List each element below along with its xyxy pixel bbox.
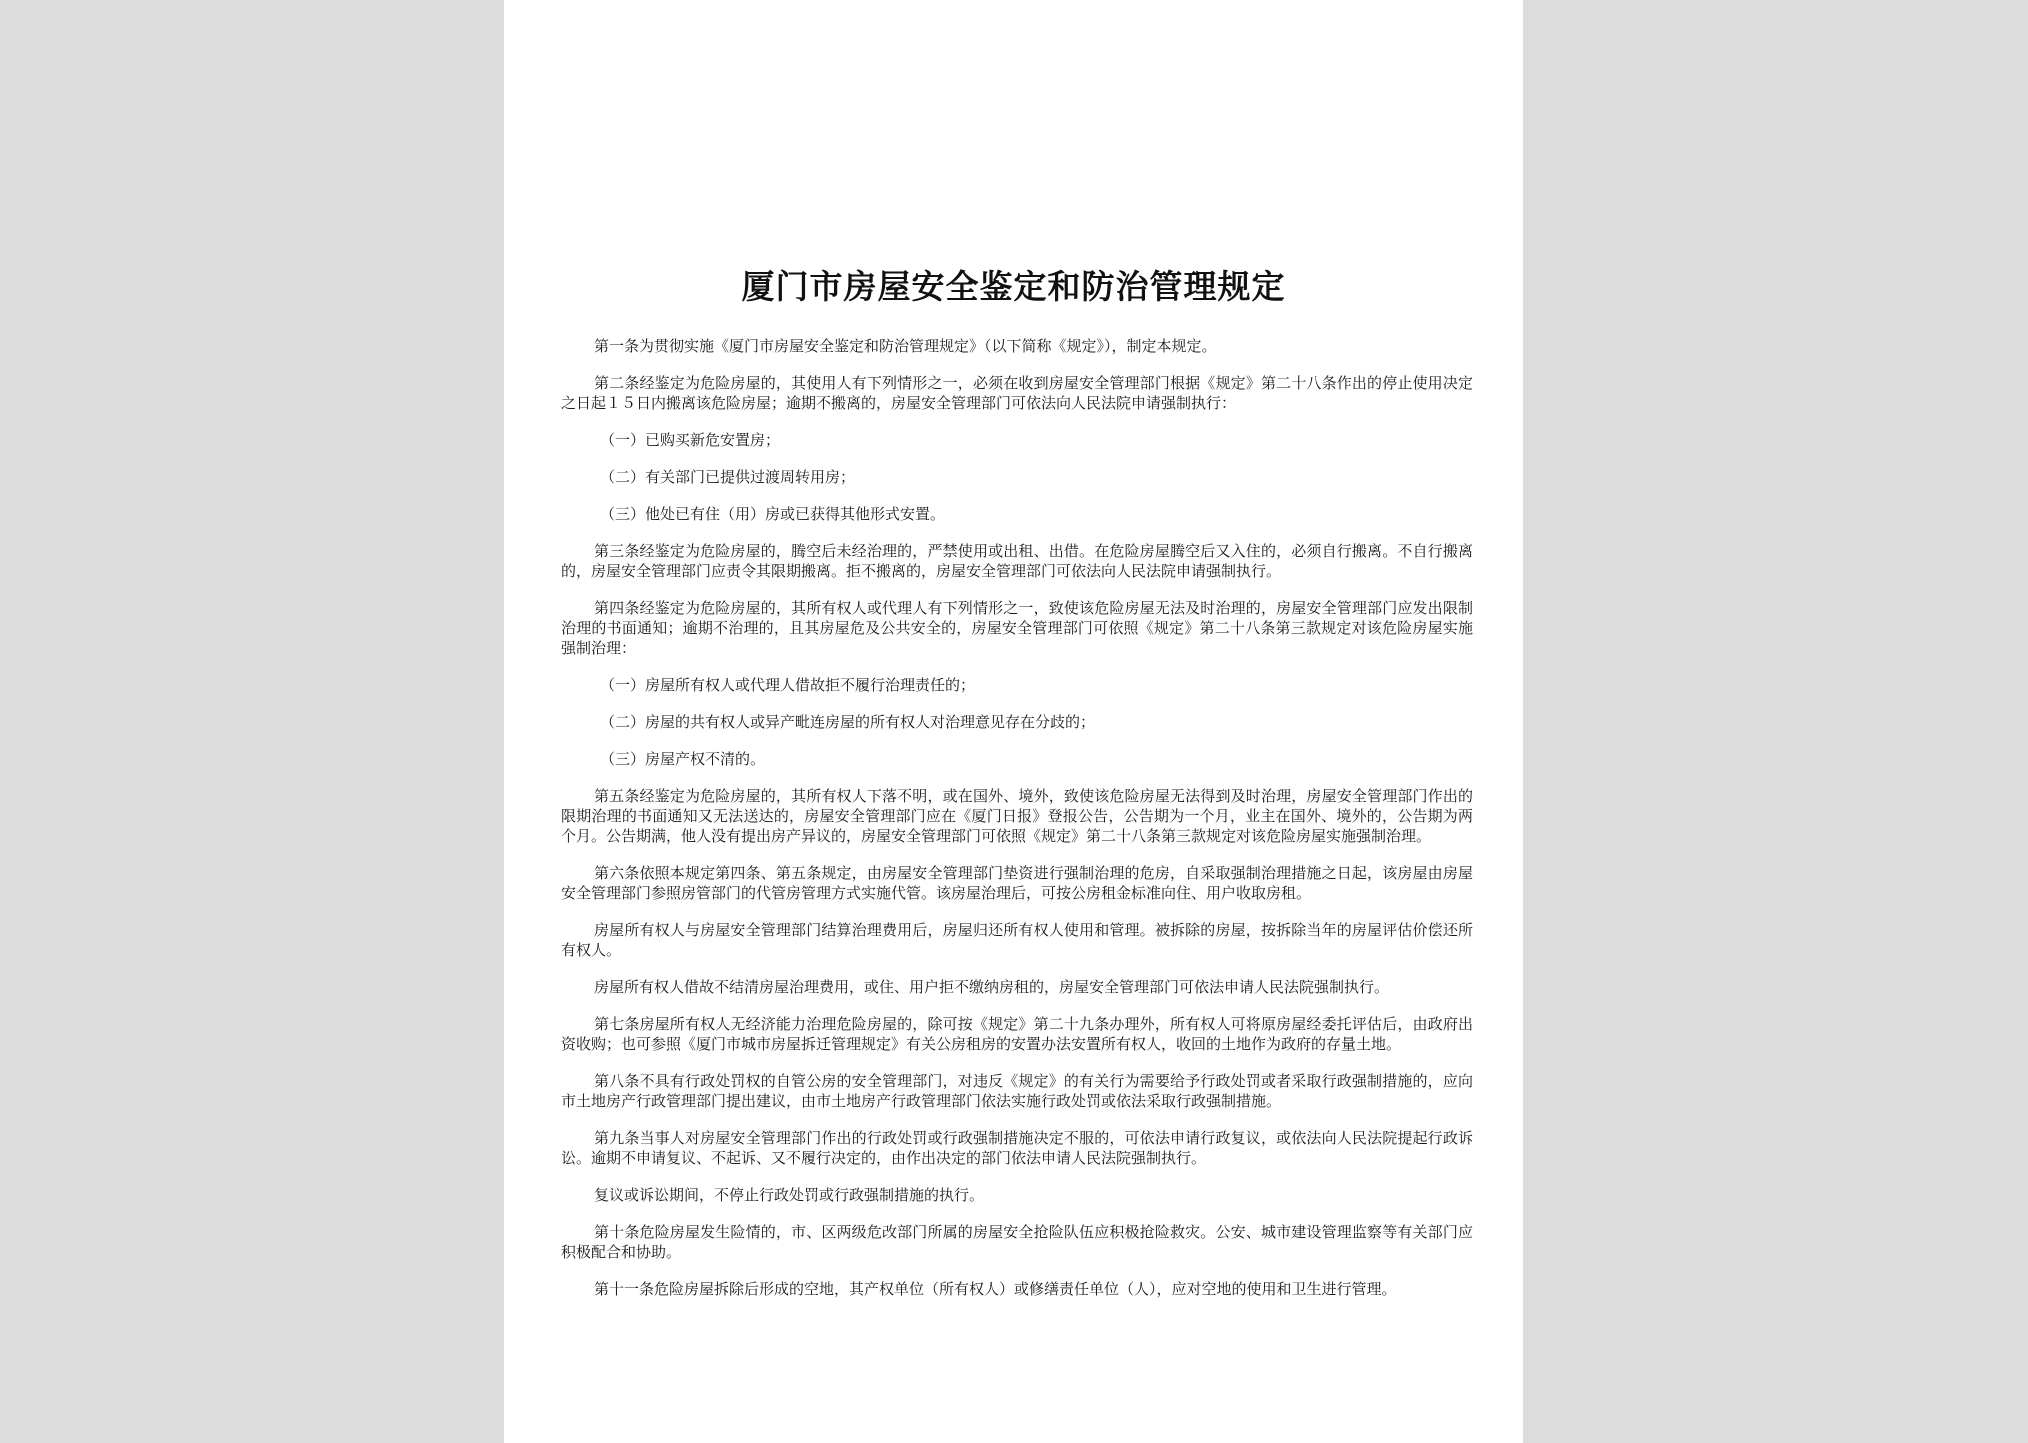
paragraph-gap	[561, 1262, 1473, 1279]
document-page	[504, 0, 1523, 1443]
paragraph: 复议或诉讼期间，不停止行政处罚或行政强制措施的执行。	[594, 1186, 985, 1204]
paragraph-gap	[561, 997, 1473, 1014]
paragraph: 第九条当事人对房屋安全管理部门作出的行政处罚或行政强制措施决定不服的，可依法申请行政复议，或依法向人民法院提起行政诉讼。逾期不申请复议、不起诉、又不履行决定的，由作出决定的部门依法申请人民法院强制执行。	[561, 1129, 1473, 1167]
list-item: （一）房屋所有权人或代理人借故拒不履行治理责任的；	[600, 676, 976, 694]
paragraph-gap	[561, 1205, 1473, 1222]
paragraph-gap	[561, 1054, 1473, 1071]
list-item: （三）他处已有住（用）房或已获得其他形式安置。	[600, 505, 946, 523]
list-item: （一）已购买新危安置房；	[600, 431, 781, 449]
paragraph: 第四条经鉴定为危险房屋的，其所有权人或代理人有下列情形之一，致使该危险房屋无法及时治理的，房屋安全管理部门应发出限制治理的书面通知；逾期不治理的，且其房屋危及公共安全的，房屋安全管理部门可依照《规定》第二十八条第三款规定对该危险房屋实施强制治理：	[561, 599, 1473, 657]
paragraph-gap	[561, 732, 1473, 749]
paragraph-gap	[561, 356, 1473, 373]
paragraph: 第十一条危险房屋拆除后形成的空地，其产权单位（所有权人）或修缮责任单位（人），应对空地的使用和卫生进行管理。	[594, 1280, 1397, 1298]
paragraph: 第五条经鉴定为危险房屋的，其所有权人下落不明，或在国外、境外，致使该危险房屋无法得到及时治理，房屋安全管理部门作出的限期治理的书面通知又无法送达的，房屋安全管理部门应在《厦门日报》登报公告，公告期为一个月，业主在国外、境外的，公告期为两个月。公告期满，他人没有提出房产异议的，房屋安全管理部门可依照《规定》第二十八条第三款规定对该危险房屋实施强制治理。	[561, 787, 1473, 845]
paragraph: 第一条为贯彻实施《厦门市房屋安全鉴定和防治管理规定》（以下简称《规定》），制定本规定。	[594, 337, 1217, 355]
paragraph: 第二条经鉴定为危险房屋的，其使用人有下列情形之一，必须在收到房屋安全管理部门根据《规定》第二十八条作出的停止使用决定之日起１５日内搬离该危险房屋；逾期不搬离的，房屋安全管理部门可依法向人民法院申请强制执行：	[561, 374, 1473, 412]
paragraph-gap	[561, 524, 1473, 541]
paragraph-gap	[561, 846, 1473, 863]
list-item: （二）房屋的共有权人或异产毗连房屋的所有权人对治理意见存在分歧的；	[600, 713, 1096, 731]
paragraph-gap	[561, 450, 1473, 467]
paragraph: 房屋所有权人借故不结清房屋治理费用，或住、用户拒不缴纳房租的，房屋安全管理部门可依法申请人民法院强制执行。	[594, 978, 1390, 996]
document-body	[561, 336, 1473, 1299]
list-item: （三）房屋产权不清的。	[600, 750, 766, 768]
paragraph-gap	[561, 413, 1473, 430]
paragraph: 第三条经鉴定为危险房屋的，腾空后未经治理的，严禁使用或出租、出借。在危险房屋腾空后又入住的，必须自行搬离。不自行搬离的，房屋安全管理部门应责令其限期搬离。拒不搬离的，房屋安全管理部门可依法向人民法院申请强制执行。	[561, 542, 1473, 580]
paragraph-gap	[561, 960, 1473, 977]
paragraph-gap	[561, 487, 1473, 504]
paragraph: 房屋所有权人与房屋安全管理部门结算治理费用后，房屋归还所有权人使用和管理。被拆除的房屋，按拆除当年的房屋评估价偿还所有权人。	[561, 921, 1473, 959]
paragraph-gap	[561, 581, 1473, 598]
list-item: （二）有关部门已提供过渡周转用房；	[600, 468, 856, 486]
paragraph-gap	[561, 1168, 1473, 1185]
paragraph-gap	[561, 658, 1473, 675]
document-title: 厦门市房屋安全鉴定和防治管理规定	[741, 267, 1286, 306]
paragraph: 第七条房屋所有权人无经济能力治理危险房屋的，除可按《规定》第二十九条办理外，所有权人可将原房屋经委托评估后，由政府出资收购；也可参照《厦门市城市房屋拆迁管理规定》有关公房租房的安置办法安置所有权人，收回的土地作为政府的存量土地。	[561, 1015, 1473, 1053]
paragraph-gap	[561, 695, 1473, 712]
paragraph-gap	[561, 769, 1473, 786]
paragraph: 第八条不具有行政处罚权的自管公房的安全管理部门，对违反《规定》的有关行为需要给予行政处罚或者采取行政强制措施的，应向市土地房产行政管理部门提出建议，由市土地房产行政管理部门依法实施行政处罚或依法采取行政强制措施。	[561, 1072, 1473, 1110]
paragraph-gap	[561, 903, 1473, 920]
paragraph: 第六条依照本规定第四条、第五条规定，由房屋安全管理部门垫资进行强制治理的危房，自采取强制治理措施之日起，该房屋由房屋安全管理部门参照房管部门的代管房管理方式实施代管。该房屋治理后，可按公房租金标准向住、用户收取房租。	[561, 864, 1473, 902]
paragraph-gap	[561, 1111, 1473, 1128]
paragraph: 第十条危险房屋发生险情的，市、区两级危改部门所属的房屋安全抢险队伍应积极抢险救灾。公安、城市建设管理监察等有关部门应积极配合和协助。	[561, 1223, 1473, 1261]
